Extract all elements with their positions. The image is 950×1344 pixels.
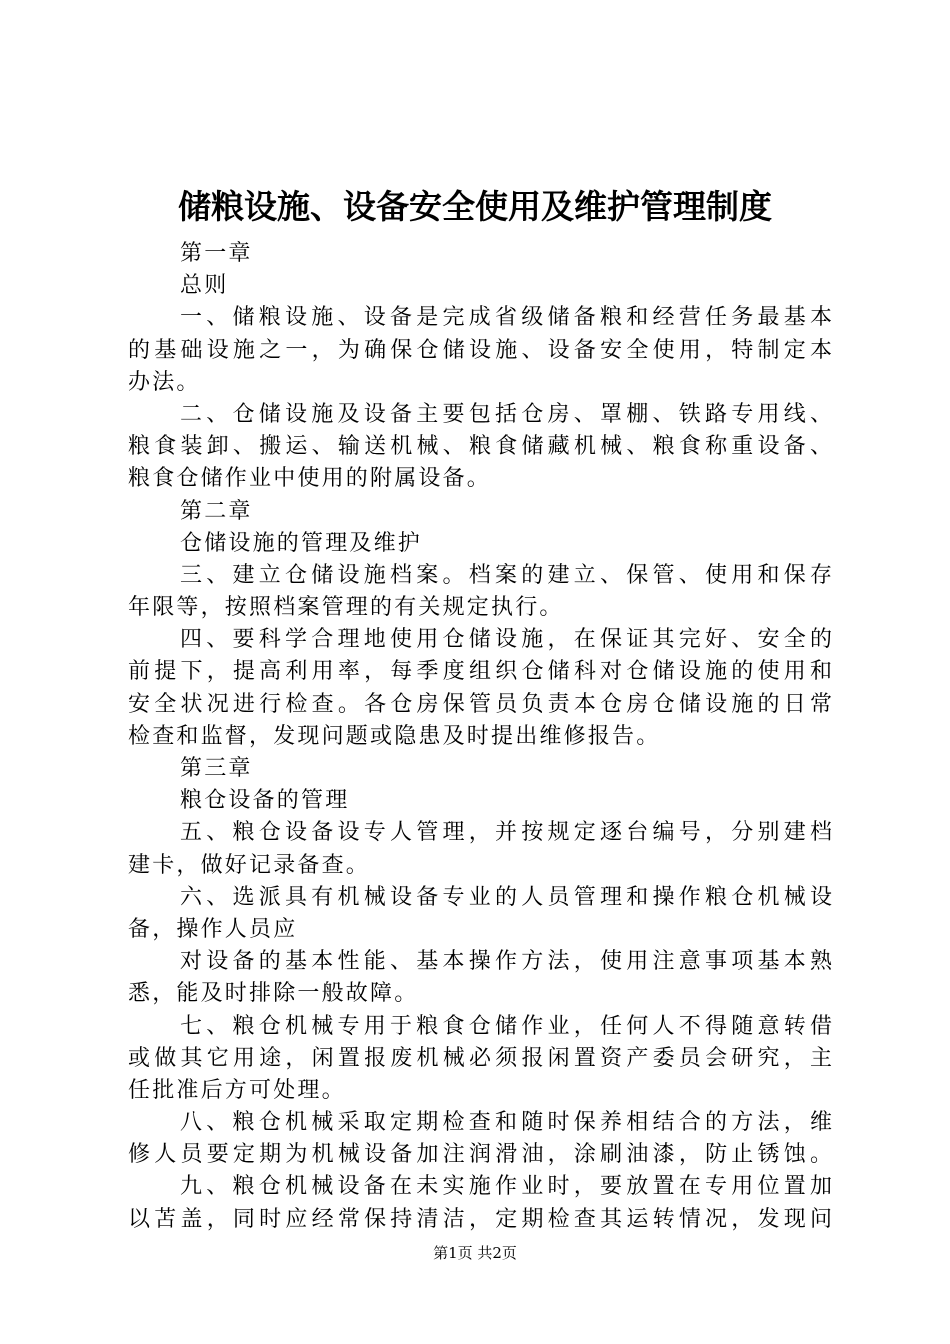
document-title: 储粮设施、设备安全使用及维护管理制度 — [178, 187, 772, 226]
body-line: 粮食仓储作业中使用的附属设备。 — [128, 466, 492, 492]
body-line: 或做其它用途，闲置报废机械必须报闲置资产委员会研究，主 — [128, 1045, 832, 1071]
body-line: 前提下，提高利用率，每季度组织仓储科对仓储设施的使用和 — [128, 659, 832, 685]
body-line: 修人员要定期为机械设备加注润滑油，涂刷油漆，防止锈蚀。 — [128, 1142, 832, 1168]
body-line: 建卡，做好记录备查。 — [128, 852, 371, 878]
body-line: 的基础设施之一，为确保仓储设施、设备安全使用，特制定本 — [128, 337, 832, 363]
body-line: 一、储粮设施、设备是完成省级储备粮和经营任务最基本 — [180, 305, 832, 331]
body-line: 备，操作人员应 — [128, 916, 298, 942]
body-line: 任批准后方可处理。 — [128, 1077, 346, 1103]
body-line: 安全状况进行检查。各仓房保管员负责本仓房仓储设施的日常 — [128, 691, 832, 717]
body-line: 八、粮仓机械采取定期检查和随时保养相结合的方法，维 — [180, 1110, 832, 1136]
page-footer: 第1页 共2页 — [433, 1244, 517, 1262]
body-line: 年限等，按照档案管理的有关规定执行。 — [128, 595, 564, 621]
body-line: 总则 — [180, 273, 229, 299]
body-line: 以苫盖，同时应经常保持清洁，定期检查其运转情况，发现问 — [128, 1206, 832, 1232]
body-line: 第三章 — [180, 756, 253, 781]
document-body — [128, 238, 832, 1236]
body-line: 四、要科学合理地使用仓储设施，在保证其完好、安全的 — [180, 627, 832, 653]
body-line: 三、建立仓储设施档案。档案的建立、保管、使用和保存 — [180, 562, 832, 588]
body-line: 第二章 — [180, 498, 253, 524]
body-line: 检查和监督，发现问题或隐患及时提出维修报告。 — [128, 723, 661, 749]
body-line: 九、粮仓机械设备在未实施作业时，要放置在专用位置加 — [180, 1174, 832, 1200]
body-line: 七、粮仓机械专用于粮食仓储作业，任何人不得随意转借 — [180, 1013, 832, 1039]
body-line: 六、选派具有机械设备专业的人员管理和操作粮仓机械设 — [180, 884, 832, 910]
body-line: 二、仓储设施及设备主要包括仓房、罩棚、铁路专用线、 — [180, 401, 832, 427]
body-line: 第一章 — [180, 241, 253, 266]
body-line: 对设备的基本性能、基本操作方法，使用注意事项基本熟 — [180, 949, 832, 975]
body-line: 悉，能及时排除一般故障。 — [128, 981, 419, 1007]
body-line: 办法。 — [128, 369, 201, 395]
body-line: 粮仓设备的管理 — [180, 788, 350, 814]
body-line: 粮食装卸、搬运、输送机械、粮食储藏机械、粮食称重设备、 — [128, 434, 832, 460]
body-line: 五、粮仓设备设专人管理，并按规定逐台编号，分别建档 — [180, 820, 832, 846]
body-line: 仓储设施的管理及维护 — [180, 530, 423, 556]
